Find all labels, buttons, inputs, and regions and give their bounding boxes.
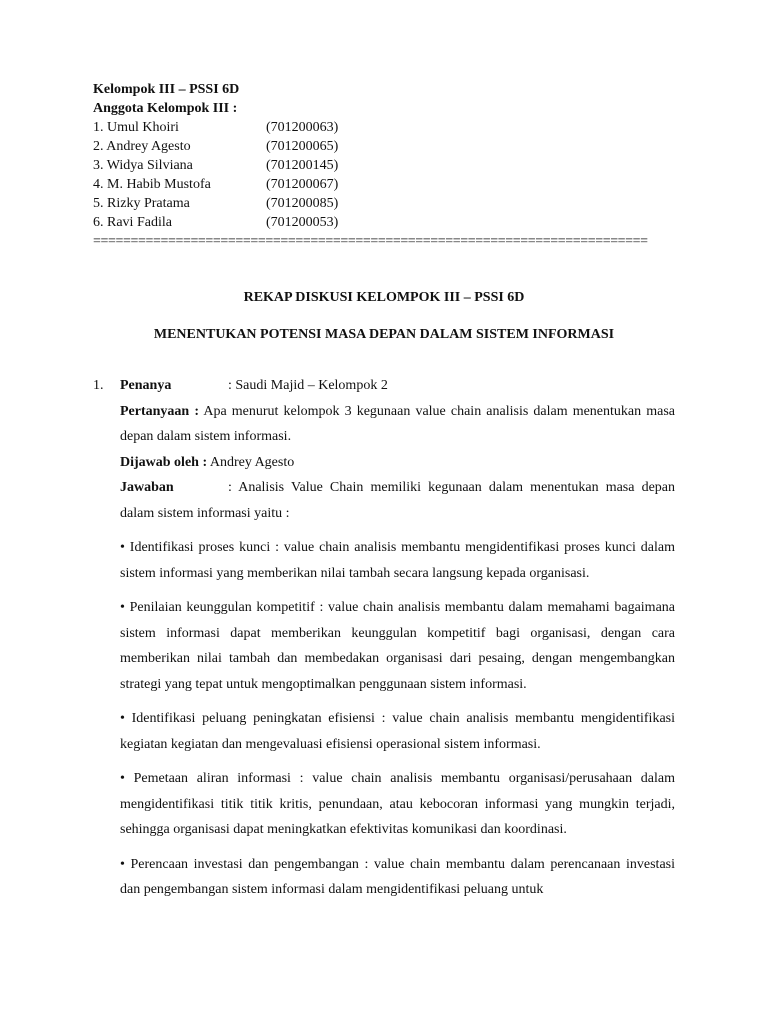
member-row xyxy=(93,194,338,213)
item-number: 1. xyxy=(93,378,104,393)
separator-line: ========================================================================== xyxy=(93,234,648,249)
answer-point: • Perencaan investasi dan pengembangan : value chain membantu dalam perencanaan investasi dan pengembangan sistem informasi dalam mengidentifikasi peluang untuk xyxy=(120,856,675,897)
group-header xyxy=(93,80,338,232)
member-row xyxy=(93,213,338,232)
answer-point: • Identifikasi peluang peningkatan efisiensi : value chain analisis membantu mengidentifikasi kegiatan kegiatan dan mengevaluasi efisiensi operasional sistem informasi. xyxy=(120,711,675,752)
member-id: (701200067) xyxy=(266,177,339,192)
member-id: (701200065) xyxy=(266,139,339,154)
member-row xyxy=(93,175,338,194)
member-name: 4. M. Habib Mustofa xyxy=(93,177,211,192)
answer-point: • Penilaian keunggulan kompetitif : value chain analisis membantu dalam memahami bagaimana sistem informasi dapat memberikan keunggulan kompetitif bagi organisasi, dengan cara memberikan nilai tambah dan membedakan organisasi dari pesaing, dengan mengembangkan strategi yang tepat untuk mengoptimalkan penggunaan sistem informasi. xyxy=(120,600,675,692)
asker-row xyxy=(120,373,675,399)
member-name: 5. Rizky Pratama xyxy=(93,196,190,211)
member-row xyxy=(93,137,338,156)
answer-point: • Identifikasi proses kunci : value chain analisis membantu mengidentifikasi proses kunci dalam sistem informasi yang memberikan nilai tambah secara langsung kepada organisasi. xyxy=(120,540,675,581)
member-name: 1. Umul Khoiri xyxy=(93,120,179,135)
answer-point: • Pemetaan aliran informasi : value chain analisis membantu organisasi/perusahaan dalam mengidentifikasi titik titik kritis, penundaan, atau kebocoran informasi yang mungkin terjadi, sehingga organisasi dapat meningkatkan efektivitas komunikasi dan koordinasi. xyxy=(120,771,675,837)
answered-by-value: Andrey Agesto xyxy=(209,454,295,470)
answer-text: : Analisis Value Chain memiliki kegunaan dalam menentukan masa depan dalam sistem informasi yaitu : xyxy=(120,480,675,521)
member-name: 3. Widya Silviana xyxy=(93,158,193,173)
member-name: 2. Andrey Agesto xyxy=(93,139,191,154)
recap-title: REKAP DISKUSI KELOMPOK III – PSSI 6D xyxy=(243,290,525,305)
member-id: (701200085) xyxy=(266,196,339,211)
topic-title: MENENTUKAN POTENSI MASA DEPAN DALAM SISTEM INFORMASI xyxy=(153,327,615,342)
member-name: 6. Ravi Fadila xyxy=(93,215,172,230)
member-id: (701200063) xyxy=(266,120,339,135)
question-text: Apa menurut kelompok 3 kegunaan value chain analisis dalam menentukan masa depan dalam sistem informasi. xyxy=(120,403,675,444)
answered-by-label: Dijawab oleh : xyxy=(120,454,208,470)
group-name: Kelompok III – PSSI 6D xyxy=(93,82,240,97)
asker-value: : Saudi Majid – Kelompok 2 xyxy=(228,378,388,393)
member-id: (701200053) xyxy=(266,215,339,230)
answer-label: Jawaban xyxy=(120,480,174,495)
asker-label: Penanya xyxy=(120,378,172,393)
member-row xyxy=(93,156,338,175)
member-row xyxy=(93,118,338,137)
members-title: Anggota Kelompok III : xyxy=(93,101,238,116)
question-label: Pertanyaan : xyxy=(120,403,199,419)
answered-by-row xyxy=(120,450,675,476)
answer-row xyxy=(120,475,675,526)
qa-section xyxy=(120,373,675,912)
member-id: (701200145) xyxy=(266,158,339,173)
question-row xyxy=(120,399,675,450)
